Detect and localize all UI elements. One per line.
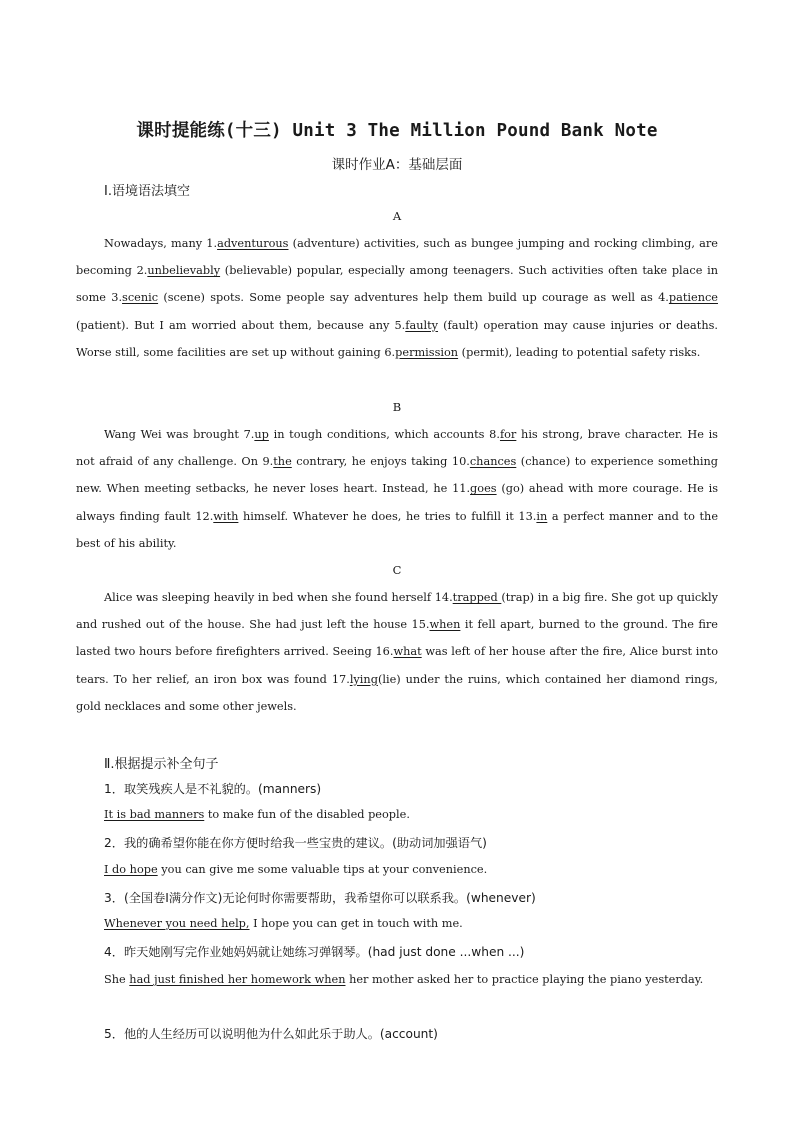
answer-blank: faulty (405, 318, 439, 332)
answer-blank: unbelievably (147, 264, 221, 278)
sentence-answer-2 (104, 863, 718, 876)
section-heading-1: Ⅰ.语境语法填空 (104, 184, 190, 199)
passage-text: himself. Whatever he does, he tries to fulfill it 13. (238, 509, 537, 523)
passage-text: (adventure) activities, such as bungee jumping and rocking climbing, are becoming 2. (76, 237, 718, 278)
answer-blank: had just finished her homework when (129, 973, 346, 986)
passage-text: (believable) popular, especially among teenagers. Such activities often take place in some 3. (76, 264, 718, 305)
passage-a (76, 230, 718, 366)
passage-text: contrary, he enjoys taking 10. (291, 455, 470, 469)
sentence-prompt-1: 1．取笑残疾人是不礼貌的。(manners) (104, 782, 322, 796)
answer-lead: She (104, 973, 130, 986)
answer-blank: lying (349, 672, 378, 686)
answer-blank: the (273, 455, 292, 469)
answer-rest: to make fun of the disabled people. (204, 808, 410, 821)
passage-c (76, 584, 718, 720)
passage-text: a perfect manner and to the best of his ability. (76, 509, 719, 550)
passage-text: in tough conditions, which accounts 8. (268, 428, 500, 441)
passage-text: (lie) under the ruins, which contained her diamond rings, gold necklaces and some other jewels. (76, 672, 718, 713)
answer-blank: trapped (452, 591, 502, 604)
answer-rest: you can give me some valuable tips at your convenience. (157, 863, 488, 876)
answer-blank: I do hope (104, 863, 158, 876)
passage-text: (fault) operation may cause injuries or deaths. Worse still, some facilities are set up without gaining 6. (76, 318, 718, 359)
sentence-answer-1 (104, 808, 718, 821)
passage-text: was left of her house after the fire, Alice burst into tears. To her relief, an iron box was found 17. (76, 645, 718, 686)
answer-blank: up (254, 428, 269, 441)
passage-b (76, 421, 718, 557)
sentence-prompt-5: 5．他的人生经历可以说明他为什么如此乐于助人。(account) (104, 1027, 438, 1041)
answer-blank: for (499, 428, 517, 441)
answer-blank: permission (395, 345, 459, 359)
answer-blank: scenic (122, 291, 159, 305)
passage-text: Nowadays, many 1. (104, 237, 218, 250)
passage-text: (scene) spots. Some people say adventures help them build up courage as well as 4. (158, 291, 669, 305)
answer-blank: goes (470, 482, 497, 496)
passage-text: (chance) to experience something new. When meeting setbacks, he never loses heart. Instead, he 11. (76, 455, 718, 496)
answer-rest: her mother asked her to practice playing the piano yesterday. (345, 973, 704, 986)
answer-blank: Whenever you need help, (104, 917, 250, 930)
answer-blank: what (393, 645, 422, 659)
answer-blank: with (213, 509, 239, 523)
section-heading-2: Ⅱ.根据提示补全句子 (104, 757, 219, 772)
passage-label-c: C (392, 563, 402, 577)
passage-text: (patient). But I am worried about them, because any 5. (76, 318, 406, 332)
answer-blank: in (536, 509, 548, 523)
answer-blank: chances (469, 455, 517, 469)
page-title: 课时提能练(十三) Unit 3 The Million Pound Bank Note (136, 121, 658, 141)
page-subtitle: 课时作业A：基础层面 (331, 157, 463, 173)
passage-text: (go) ahead with more courage. He is always finding fault 12. (76, 482, 718, 523)
sentence-answer-3 (104, 917, 718, 930)
passage-text: Wang Wei was brought 7. (104, 428, 255, 441)
answer-blank: when (429, 618, 461, 632)
sentence-prompt-2: 2．我的确希望你能在你方便时给我一些宝贵的建议。(助动词加强语气) (104, 836, 487, 850)
passage-text: Alice was sleeping heavily in bed when she found herself 14. (104, 591, 453, 604)
passage-text: it fell apart, burned to the ground. The fire lasted two hours before firefighters arrived. Seeing 16. (76, 618, 718, 659)
passage-label-b: B (392, 400, 402, 414)
answer-blank: It is bad manners (104, 808, 205, 821)
sentence-prompt-4: 4．昨天她刚写完作业她妈妈就让她练习弹钢琴。(had just done ...when ...) (104, 945, 525, 959)
sentence-prompt-3: 3．(全国卷Ⅰ满分作文)无论何时你需要帮助，我希望你可以联系我。(whenever) (104, 891, 536, 905)
answer-blank: patience (668, 291, 718, 305)
passage-label-a: A (392, 209, 402, 223)
passage-text: (permit), leading to potential safety risks. (458, 345, 701, 359)
passage-text: (trap) in a big fire. She got up quickly and rushed out of the house. She had just left the house 15. (76, 591, 718, 632)
passage-text: his strong, brave character. He is not afraid of any challenge. On 9. (76, 428, 718, 469)
answer-rest: I hope you can get in touch with me. (249, 917, 463, 930)
sentence-answer-4 (76, 966, 718, 993)
answer-blank: adventurous (217, 237, 289, 250)
